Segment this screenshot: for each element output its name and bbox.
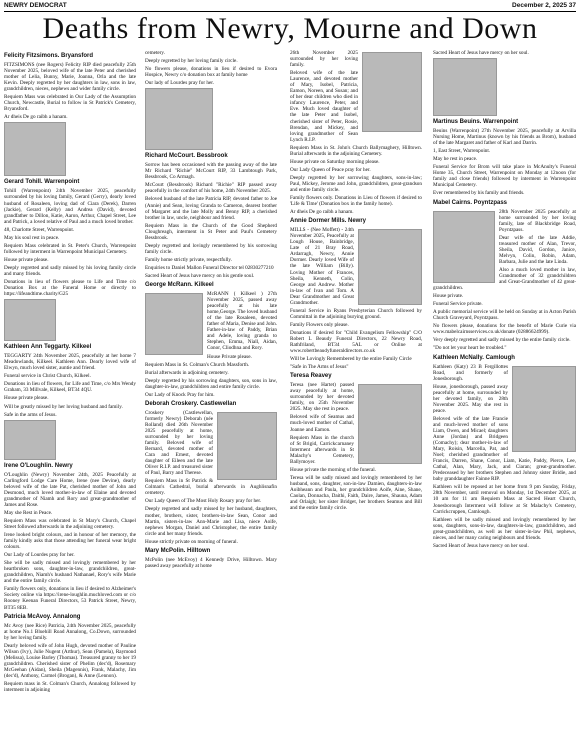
column-2: [145, 50, 277, 737]
notice-text: 26th November 2025 surrounded by her loving family.: [290, 50, 358, 69]
notice-name: Mabel Cairns. Poyntzpass: [433, 199, 508, 206]
notice-text: cemetery.: [145, 50, 165, 56]
notice-text: Sacred Heart of Jesus have mercy on his gentle soul.: [145, 272, 255, 279]
portrait-photo: [145, 88, 213, 150]
notice-text: House Private please.: [207, 353, 252, 360]
notice-text: Deeply regretted and sadly missed by her husband, daughters, mother, brothers, sister, brothers-in-law Sean, Conor and Martin, sisters-in-law Ann-Marie and Lisa, niece Aoife, nephews Morgan, Daniel and Christopher, the entire family circle and her many friends.: [145, 506, 277, 537]
notice-text: Our Lady Queen of The Most Holy Rosary pray for her.: [145, 498, 262, 505]
notice-name: Irene O'Loughlin. Newry: [4, 462, 73, 469]
portrait-photo: [145, 293, 203, 355]
notice-text: Croskery (Castlewellan, formerly Newry) Deborah (née Rolland) died 26th November 2025 peacefully at home, surrounded by her loving family. Beloved wife of Bernard, devoted mother of Cara and Ernest, devoted daughter of Eileen and the late Oliver R.I.P. and treasured sister of Paul, Barry and Therese.: [145, 409, 213, 477]
notice-text: "Safe in The Arms of Jesus": [290, 364, 349, 371]
notice-text: Irene looked bright colours, and in honour of her memory, the family kindly asks that those attending her funeral wear bright colours.: [4, 532, 136, 551]
notice-text: Deeply regretted and lovingly remembered by his sorrowing family circle.: [145, 242, 277, 255]
notice-text: Family Flowers only please.: [290, 321, 349, 328]
notice-text: Donations in lieu of flowers, for Life and Time, c/o Mrs Wendy Graham, 33 Millvale, Kilkeel, BT34 4QU.: [4, 381, 136, 394]
notice-text: Ar dheis De go raibh a hanam.: [4, 114, 68, 121]
notice-text: Deeply regretted by her loving family circle.: [145, 58, 238, 65]
notice-text: House private the morning of the funeral.: [290, 466, 376, 473]
notice-text: House private please.: [4, 256, 49, 263]
notice-text: Our Lady of Lourdes pray for her.: [4, 552, 75, 559]
portrait-photo: [512, 366, 576, 452]
notice-text: Requiem mass in St. Colman's Church, Annalong followed by interment in adjoining: [4, 681, 136, 694]
notice-name: Mary McPolin. Hilltown: [145, 547, 211, 554]
notice-text: 1, East Street, Warrenpoint.: [433, 148, 491, 155]
notice-text: Requiem Mass was celebrated in St Mary's Church, Chapel Street followed afterwards in the adjoining cemetery.: [4, 517, 136, 530]
notice-text: MILLS - (Nee Moffett) - 24th November 2025, Peacefully at Lough House, Bainbridge, Late of 21 Bray Road, Ardarragh, Newry, Annie Dormer. Dearly loved Wife of the late William (Billy). Loving Mother of Frances, Sheila, Kenneth, Colin, George and Andrew. Mother in-law of Ivan and Tom. A Dear Grandmother and Great Grandmother.: [290, 227, 354, 306]
notice-text: Ever remembered by his family and friends.: [433, 190, 525, 197]
notice-text: Donations in lieu of flowers please to Life and Time c/o Donation Box at the Funeral Home or directly to https://lifeandtime.charity/G25: [4, 279, 136, 298]
notice-name: Teresa Reavey: [290, 373, 332, 380]
portrait-photo: [433, 58, 497, 116]
notice-text: Deeply regretted by her sorrowing daughters, sons-in-law; Paul, Mickey, Jerome and John, grandchildren, great-grandson and entire family circle.: [290, 174, 422, 193]
notice-text: Dear wife of the late Addie, treasured mother of Alan, Trevor, Sheila, David, Gordon, Janice, Melvyn, Colin, Robin, Adam, Barbara, Julie and the late Linda.: [499, 234, 576, 265]
notice-text: Kathleen (Katy) 23 B Fergillottes Road, and formerly of Jonesborough.: [433, 363, 508, 382]
notice-text: Teresa will be sadly missed and lovingly remembered by her husband, sons, daughter, son-in-law Damien, daughters-in-law Aoibheann and Paula, her grandchildren Aoife, Aine, Shane, Caolan, Donnacha, Daithi, Faith, Daire, James, Shauna, Adam and Orlaigh; her sister Bridget, her brothers Seamus and Bill and the entire family circle.: [290, 474, 422, 512]
notice-text: A public memorial service will be held on Sunday at in Acton Parish Church Graveyard, Poyntzpass.: [433, 309, 576, 322]
column-4: [433, 50, 576, 737]
portrait-photo: [358, 229, 422, 305]
notice-text: Beloved wife of the late Laurence, and devoted mother of Mary, Isobel, Patricia, Eamon, Noreen, and Susan; and of her dear children who died in infancy Laurence, Peter, and Eve. Much loved daughter of the late Peter and Isobel, cherished sister of Peter, Rosie, Brendan, and Mickey, and loving grandmother of Sean Lynch R.I.P.: [290, 70, 358, 143]
notice-text: Will be greatly missed by her loving husband and family.: [4, 403, 123, 410]
page-title: Deaths from Newry, Mourne and Down: [42, 12, 538, 45]
notice-text: Family flowers only, donations in lieu if desired to Alzheimer's Society online via https://irene-loughlin.muchloved.com or c/o Rooney Keenan Funeral Directors, 53 Patrick Street, Newry, BT35 8EB.: [4, 586, 136, 611]
notice-text: No flowers please, donations for the benefit of Marie Curie via www.mabelcairnsservices.co.uk/donate (02886624999).: [433, 323, 576, 336]
notice-text: Will be Lovingly Remembered by the entire Family Circle: [290, 356, 412, 363]
notice-text: No flowers please, donations in lieu if desired to Evora Hospice, Newry c/o donation box at family home: [145, 66, 277, 79]
notice-name: Kathleen McNally. Camlough: [433, 354, 515, 361]
column-1: [4, 50, 136, 737]
notice-text: Mc Avoy (nee Rice) Patricia, 24th November 2025, peacefully at home No.1 Bluehill Road Annalong, Co.Down, surrounded by her loving family.: [4, 622, 136, 641]
notice-text: Funeral Service private.: [433, 301, 483, 308]
notice-text: Also a much loved mother in law, Grandmother of 32 grandchildren and Great-Grandmother of 42 great-grandchildren.: [433, 266, 576, 292]
notice-text: House private on Saturday morning please.: [290, 158, 380, 165]
notice-text: 28th November 2025 peacefully at home surrounded by her loving family, late of Blackbridge Road, Poyntzpass.: [499, 208, 576, 233]
notice-text: McRANN ( Kilkeel ) 27th November 2025, passed away peacefully at his late home,George. The loved husband of the late Rosaleen, devoted father of Maria, Denise and John. Father-in-law of Paddy, Brian and Adele, loving granda to Stephen, Emma, Niall, Aidan, Conor, Cliodhna and Rory.: [207, 291, 277, 352]
notice-text: May she Rest in Peace.: [4, 509, 53, 516]
portrait-photo: [4, 122, 66, 176]
notice-text: Teresa (nee Hartet) passed away peacefully at home, surrounded by her devoted family, on 25th November 2025. May she rest in peace.: [290, 382, 354, 413]
notice-text: Tohill (Warrenpoint) 24th November 2025, peacefully surrounded by his loving family, Gerard (Gerry), dearly loved husband of Rosaleen, loving dad of Ciara (Derek), Darren (Jackie), Gerard (Kelly) and Andrea (David), devoted grandfather to Dillon, Katie, Aaron, Arthur, Chapel Street, Lee and Patrick, a loved relative of Paul and a much loved brother.: [4, 188, 136, 225]
notice-name: Annie Dormer Mills. Newry: [290, 218, 367, 225]
portrait-photo: [433, 211, 495, 283]
notice-text: Beloved husband of the late Patricia RIP, devoted father to Joe (Annie) and Sean, loving Granda to Cameron, dearest brother of Margaret and the late Molly and Benny RIP, a cherished brother in law, uncle, neighbour and friend.: [145, 196, 277, 221]
notice-text: Beloved wife of Seamus and much-loved mother of Cathal, Joanne and Eamon.: [290, 414, 354, 433]
notice-text: McPolin (nee McEvoy) 4 Kennedy Drive, Hilltown. Mary passed away peacefully at home: [145, 556, 277, 569]
notice-text: O'Loughlin (Newry) November 24th, 2025 Peacefully at Carlingford Lodge Care Home, Irene (nee Devine), dearly beloved wife of the late Pat, cherished mother of John and Desmond, much loved mother-in-law of Elaine and devoted grandmother of Niamh and Rory and great-grandmother of James and Rose.: [4, 471, 136, 508]
notice-name: Felicity Fitzsimons. Bryansford: [4, 53, 94, 59]
notice-text: Family flowers only. Donations in Lieu of flowers if desired to 'Life & Time' (Donation box in the family home).: [290, 195, 422, 208]
notice-text: TEGGARTY 24th November 2025, peacefully at her home 7 Meadowlands, Kilkeel. Kathleen Ann. Dearly loved wife of Elwyn, much loved sister, auntie and friend.: [4, 353, 136, 372]
notice-text: House, jonesborough, passed away peacefully at home, surrounded by her devoted family, on 28th November 2025. May she rest in peace.: [433, 383, 508, 414]
notice-text: Requiem Mass in the Church of the Good Shepherd Cloughreagh, interment in St Peter and Paul's Cemetery Bessbrook.: [145, 222, 277, 241]
notice-text: Funeral service in Christ Church, Kilkeel.: [4, 373, 91, 380]
notice-text: Our Lady Queen of Peace pray for her.: [290, 166, 371, 173]
notice-text: Dearly beloved wife of John Hugh, devoted mother of Pauline Wilson (Ivy), Julie Nugent (Arthur), Sean (Pamela), Raymond (Melissa), Louise Barley (Thomas). Treasured granny to her 19 grandchildren. Cherished sister of Phelim (dec'd), Rosemary McGeehan (Aidan), Sheila (Magennis), Frank, Malachy, Jim (dec'd), Anthony, Carmel (Brogan), & Anne (Lennon).: [4, 642, 136, 679]
notice-text: Burial afterwards in adjoining cemetery.: [145, 369, 229, 376]
notice-name: Deborah Croskery. Castlewellan: [145, 400, 237, 407]
notice-text: Kathleen will be sadly missed and lovingly remembered by her sons, daughters, sons-in-law, daughters-in-law, grandchildren, and great-grandchildren, as well as her sister-in-law Phil, nephews, nieces, and her many caring neighbours and friends.: [433, 516, 576, 541]
notice-text: Sacred Heart of Jesus have mercy on her soul.: [433, 50, 529, 56]
notice-text: Very deeply regretted and sadly missed by the entire family circle.: [433, 337, 571, 344]
notice-name: Kathleen Ann Teggarty. Kilkeel: [4, 344, 92, 351]
notice-text: May his soul rest in peace.: [4, 234, 60, 241]
notice-text: Our lady of Lourdes pray for her.: [145, 80, 214, 87]
portrait-photo: [4, 299, 56, 341]
notice-text: Ar dheis De go raibh a hanam.: [290, 209, 354, 216]
notice-text: House private.: [433, 293, 464, 300]
notice-name: Richard McCourt. Bessbrook: [145, 153, 228, 160]
notice-text: She will be sadly missed and lovingly remembered by her heartbroken sons, daughter-in-law, grandchildren, great-grandchildren, Niamh's husband Nathanael, Rory's wife Marie and the entire family circle.: [4, 560, 136, 585]
notice-text: Sorrow has been occasioned with the passing away of the late Mr Richard "Richie" McCourt RIP, 33 Lambtough Park, Bessbrook, Co Armagh.: [145, 162, 277, 181]
notice-text: Sacred Heart of Jesus have mercy on her soul.: [433, 542, 529, 549]
notice-text: Requiem Mass celebrated in St. Peter's Church, Warrenpoint followed by interment in Warrenpoint Municipal Cemetery.: [4, 242, 136, 255]
issue-date-page: December 2, 2025 37: [512, 2, 576, 9]
notice-text: House strictly private on morning of funeral.: [145, 538, 238, 545]
notice-text: Requiem Mass in St Patrick & Colman's Cathedral, burial afterwards in Aughlisnafin cemetery.: [145, 478, 277, 497]
notice-text: Deeply regretted and sadly missed by his loving family circle and many friends.: [4, 264, 136, 277]
notice-text: Kathleen will be reposed at her home from 9 pm Sunday, Friday, 28th November, until removal on Monday, 1st December 2025, at 10 am for 11 am Requiem Mass at Sacred Heart Church, Jonesborough Interment will follow at St Malachy's Cemetery, Carrickcruppen, Camlough.: [433, 484, 576, 515]
notice-text: Funeral Service for Brom will take place in McAnulty's Funeral Home 35, Church Street, Warrenpoint on Monday at 12noon (for family and close friends) followed by interment in Warrenpoint Municipal Cemetery.: [433, 164, 576, 189]
notice-text: Enquiries to Daniel Mallon Funeral Director tel 02830277210: [145, 264, 274, 271]
notice-text: "Do not let your heart be troubled.": [433, 345, 507, 352]
notice-text: Beloved wife of the late Francie and much-loved mother of sons Liam, Owen, and Micael; daughters Anne (Jordan) and Bridgeen (Comachy); dear mother-in-law of Mary, Roisin, Marcella, Pat, and Noel; cherished grandmother of Francis, Darren, Shane, Conor, Liam, Katie, Paddy, Pierce, Lee, Cathal, Alan, Mary, Jack, and Ciaran; great-grandmother. Predeceased by her brothers Stephen and Johnny sister Bridie, and baby granddaughter Fainne RIP.: [433, 415, 576, 483]
column-3: [290, 50, 422, 737]
notice-text: Funeral Service in Ryans Presbyterian Church followed by Committal in the adjoining burying ground.: [290, 307, 422, 320]
publication-name: NEWRY DEMOCRAT: [4, 2, 67, 9]
notice-text: Our Lady of Knock Pray for him.: [145, 391, 215, 398]
notice-text: Deeply regretted by his sorrowing daughters, son, sons in law, daughter-in-law, grandchildren and entire family circle.: [145, 377, 277, 390]
notice-text: Requiem Mass was celebrated in Our Lady of the Assumption Church, Newcastle, Burial to follow in St Patrick's Cemetery, Bryansford.: [4, 94, 136, 113]
portrait-photo: [362, 52, 422, 132]
notice-name: George McRann. Kilkeel: [145, 282, 214, 289]
portrait-photo: [4, 420, 56, 460]
notice-name: Martinus Beuins. Warrenpoint: [433, 119, 519, 126]
notice-name: Gerard Tohill. Warrenpoint: [4, 179, 80, 186]
notice-text: Requiem Mass in the church of St Brigid, Carrickcarnaney Interment afterwards in St Malachy's Cemetery, Ballymoyer.: [290, 434, 354, 465]
notice-text: McCourt (Bessbrook) Richard "Richie" RIP passed away peacefully in the comfort of his home, 24th November 2025.: [145, 182, 277, 195]
notice-text: FITZSIMONS (nee Rogers) Felicity RIP died peacefully 25th November 2025, beloved wife of the late Peter and cherished mother of Lelia, Bunny, Marie, Joanna, Orla and the late Kevin. Deeply regretted by her daughters in law, sons in law, grandchildren, nieces, nephews and wider family circle.: [4, 62, 136, 93]
notice-text: 48, Charlotte Street, Warrenpoint.: [4, 226, 75, 233]
notice-text: Beuins (Warrenpoint) 27th November 2025, peacefully at Arvilla Nursing Home, Martinus (known by his friends as Brom), husband of the late Margaret and father of Karl and Darrin.: [433, 128, 576, 147]
notice-text: Donations if desired for "Child Evangelism Fellowship" C/O Robert L Beaudy Funeral Directors, 22 Newry Road, Rathfriland, BT34 5AL or Online at www.robertbeaudyfuneraldirectors.co.uk: [290, 329, 422, 355]
notice-name: Patricia McAvoy. Annalong: [4, 613, 81, 620]
notice-text: Family home strictly private, respectfully.: [145, 256, 232, 263]
notice-text: Safe in the arms of Jesus.: [4, 411, 57, 418]
notice-text: House private please.: [4, 395, 49, 402]
notice-text: Requiem Mass in St. John's Church Ballymaghery, Hilltown. Burial afterwards in the adjoining Cemetery.: [290, 144, 422, 157]
notice-text: Requiem Mass in St. Colman's Church Massforth.: [145, 361, 250, 368]
portrait-photo: [358, 384, 422, 464]
notice-text: May he rest in peace.: [433, 156, 478, 163]
portrait-photo: [217, 412, 277, 480]
